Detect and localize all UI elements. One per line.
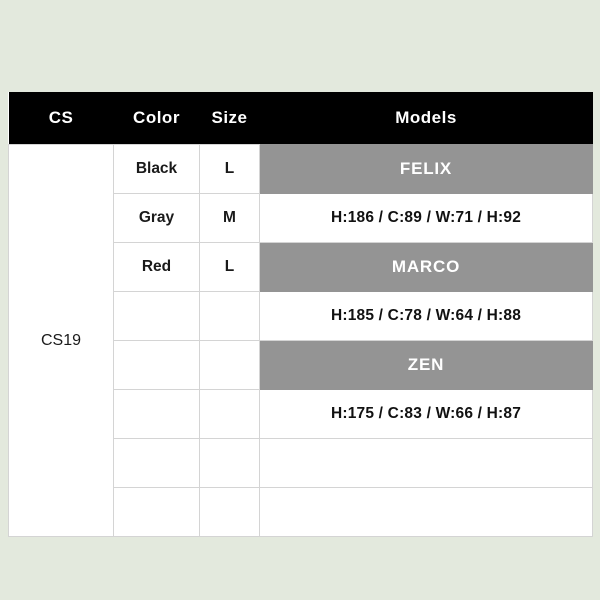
table-row	[9, 145, 593, 194]
model-measurements-cell: H:185 / C:78 / W:64 / H:88	[260, 292, 593, 341]
cs-value-cell: CS19	[9, 145, 114, 537]
color-cell	[114, 292, 200, 341]
color-cell	[114, 439, 200, 488]
size-cell	[200, 390, 260, 439]
column-header-cs: CS	[9, 92, 114, 145]
column-header-size: Size	[200, 92, 260, 145]
column-header-models: Models	[260, 92, 593, 145]
model-name-cell: MARCO	[260, 243, 593, 292]
color-cell: Black	[114, 145, 200, 194]
table-header-row	[9, 92, 593, 145]
model-cell	[260, 488, 593, 537]
model-cell	[260, 439, 593, 488]
size-cell: L	[200, 243, 260, 292]
size-cell: L	[200, 145, 260, 194]
table-header	[9, 92, 593, 145]
color-cell: Gray	[114, 194, 200, 243]
model-name-cell: ZEN	[260, 341, 593, 390]
color-cell	[114, 488, 200, 537]
size-cell	[200, 341, 260, 390]
product-spec-table	[8, 92, 593, 537]
size-cell	[200, 488, 260, 537]
color-cell	[114, 341, 200, 390]
spec-table-container	[8, 92, 592, 537]
model-measurements-cell: H:186 / C:89 / W:71 / H:92	[260, 194, 593, 243]
model-name-cell: FELIX	[260, 145, 593, 194]
column-header-color: Color	[114, 92, 200, 145]
color-cell: Red	[114, 243, 200, 292]
size-cell	[200, 439, 260, 488]
color-cell	[114, 390, 200, 439]
table-body	[9, 145, 593, 537]
size-cell: M	[200, 194, 260, 243]
size-cell	[200, 292, 260, 341]
model-measurements-cell: H:175 / C:83 / W:66 / H:87	[260, 390, 593, 439]
